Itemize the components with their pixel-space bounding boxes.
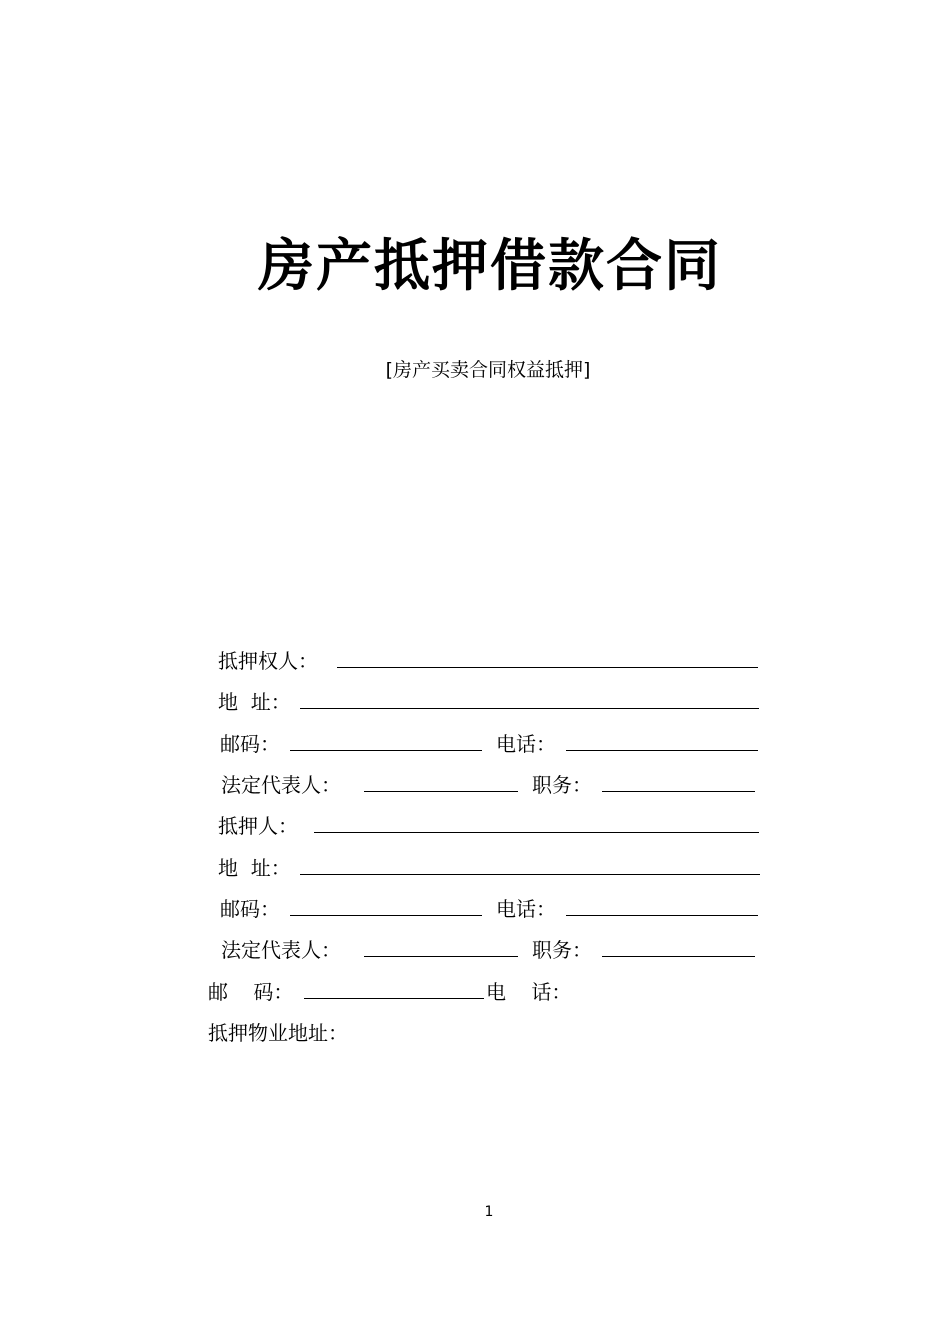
mortgagor-position-blank[interactable] xyxy=(602,956,755,957)
mortgagee-phone-label: 电话： xyxy=(496,732,556,756)
extra-postcode-label: 邮 码： xyxy=(208,980,294,1004)
property-address-label: 抵押物业地址： xyxy=(208,1021,348,1045)
mortgagee-postcode-blank[interactable] xyxy=(290,750,482,751)
mortgagor-phone-blank[interactable] xyxy=(566,915,758,916)
mortgagor-phone-label: 电话： xyxy=(496,897,556,921)
mortgagee-legal-rep-label: 法定代表人： xyxy=(221,773,341,797)
mortgagor-address-label: 地 址： xyxy=(218,856,291,880)
mortgagee-name-blank[interactable] xyxy=(337,667,758,668)
mortgagor-legal-rep-label: 法定代表人： xyxy=(221,938,341,962)
extra-postcode-blank[interactable] xyxy=(304,998,484,999)
document-subtitle: [房产买卖合同权益抵押] xyxy=(385,359,591,381)
extra-phone-label: 电 话： xyxy=(486,980,572,1004)
mortgagor-position-label: 职务： xyxy=(532,938,592,962)
mortgagor-address-blank[interactable] xyxy=(300,874,760,875)
mortgagor-postcode-blank[interactable] xyxy=(290,915,482,916)
document-title: 房产抵押借款合同 xyxy=(258,234,722,299)
mortgagee-address-label: 地 址： xyxy=(218,690,291,714)
mortgagee-postcode-label: 邮码： xyxy=(220,732,280,756)
mortgagee-phone-blank[interactable] xyxy=(566,750,758,751)
page-number: 1 xyxy=(484,1204,494,1220)
mortgagee-address-blank[interactable] xyxy=(300,708,759,709)
mortgagor-legal-rep-blank[interactable] xyxy=(364,956,518,957)
mortgagor-postcode-label: 邮码： xyxy=(220,897,280,921)
mortgagee-legal-rep-blank[interactable] xyxy=(364,791,518,792)
mortgagor-name-label: 抵押人： xyxy=(218,814,298,838)
mortgagee-position-blank[interactable] xyxy=(602,791,755,792)
mortgagee-position-label: 职务： xyxy=(532,773,592,797)
mortgagee-name-label: 抵押权人： xyxy=(218,649,318,673)
mortgagor-name-blank[interactable] xyxy=(314,832,759,833)
